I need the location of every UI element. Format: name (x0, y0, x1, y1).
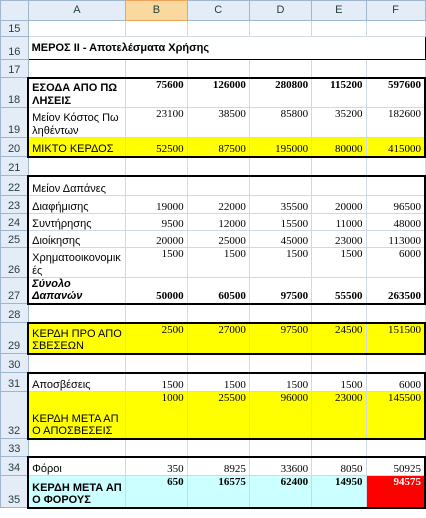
cell[interactable] (126, 176, 187, 196)
cell-value[interactable]: 25500 (187, 392, 249, 439)
cell-label[interactable]: Διοίκησης (28, 231, 126, 248)
row-header[interactable]: 33 (1, 439, 29, 457)
cell-label[interactable]: Συντήρησης (28, 214, 126, 231)
sheet-row (1, 304, 426, 323)
cell-value[interactable]: 280800 (249, 78, 311, 108)
sheet-row (1, 278, 426, 304)
cell-label[interactable]: ΚΕΡΔΗ ΠΡΟ ΑΠΟΣΒΕΣΕΩΝ (28, 323, 126, 354)
cell[interactable] (28, 354, 126, 373)
cell[interactable] (187, 21, 249, 37)
cell-value[interactable]: 8050 (312, 457, 366, 476)
cell-value[interactable]: 1500 (187, 248, 249, 278)
cell[interactable] (126, 354, 187, 373)
cell[interactable] (249, 176, 311, 196)
cell-value[interactable]: 16575 (187, 476, 249, 508)
cell[interactable] (312, 60, 366, 78)
cell-value[interactable]: 87500 (187, 138, 249, 157)
cell-value[interactable]: 1500 (249, 248, 311, 278)
cell-value[interactable]: 2500 (126, 323, 187, 354)
cell-value[interactable]: 27000 (187, 323, 249, 354)
row-header[interactable]: 25 (1, 231, 29, 248)
cell-value[interactable]: 23000 (312, 231, 366, 248)
cell-value[interactable]: 20000 (312, 196, 366, 214)
cell[interactable] (312, 304, 366, 323)
cell-value[interactable]: 25000 (187, 231, 249, 248)
row-header[interactable]: 15 (1, 21, 29, 37)
cell-value[interactable]: 151500 (366, 323, 425, 354)
cell-value[interactable]: 113000 (366, 231, 425, 248)
cell-value[interactable]: 45000 (249, 231, 311, 248)
cell-label[interactable]: Μείον Δαπάνες (28, 176, 126, 196)
cell-value[interactable]: 19000 (126, 196, 187, 214)
sheet-row (1, 248, 426, 278)
cell[interactable] (312, 176, 366, 196)
cell[interactable] (249, 354, 311, 373)
cell-value[interactable]: 182600 (366, 108, 425, 138)
column-header-a[interactable]: A (28, 1, 126, 21)
cell-value[interactable]: 1000 (126, 392, 187, 439)
cell-label[interactable]: ΚΕΡΔΗ ΜΕΤΑ ΑΠΟ ΦΟΡΟΥΣ (28, 476, 126, 508)
cell-label[interactable]: Αποσβέσεις (28, 373, 126, 392)
row-header[interactable]: 26 (1, 248, 29, 278)
sheet-row (1, 214, 426, 231)
sheet-row (1, 392, 426, 439)
cell[interactable] (312, 21, 366, 37)
sheet-row (1, 231, 426, 248)
cell[interactable] (187, 439, 249, 457)
cell-value[interactable]: 23100 (126, 108, 187, 138)
column-header-row (1, 1, 426, 21)
cell-value[interactable]: 96000 (249, 392, 311, 439)
column-header-d[interactable]: D (249, 1, 311, 21)
row-header[interactable]: 29 (1, 323, 29, 354)
sheet-row (1, 60, 426, 78)
cell-label[interactable]: ΜΙΚΤΟ ΚΕΡΔΟΣ (28, 138, 126, 157)
cell-label[interactable]: Χρηματοοικονομικές (28, 248, 126, 278)
cell[interactable] (28, 60, 126, 78)
select-all-corner[interactable] (1, 1, 29, 21)
cell-value[interactable]: 23000 (312, 392, 366, 439)
cell-value[interactable]: 35500 (249, 196, 311, 214)
sheet-row (1, 21, 426, 37)
cell-value[interactable]: 96500 (366, 196, 425, 214)
sheet-row (1, 78, 426, 108)
cell-value[interactable]: 15500 (249, 214, 311, 231)
cell[interactable] (312, 157, 366, 176)
cell-value[interactable]: 6000 (366, 248, 425, 278)
row-header[interactable]: 19 (1, 108, 29, 138)
column-header-c[interactable]: C (187, 1, 249, 21)
cell-value[interactable]: 33600 (249, 457, 311, 476)
cell-value[interactable]: 1500 (187, 373, 249, 392)
cell[interactable] (126, 304, 187, 323)
row-header[interactable]: 20 (1, 138, 29, 157)
cell-value[interactable]: 263500 (366, 278, 425, 304)
cell-value[interactable]: 48000 (366, 214, 425, 231)
cell[interactable] (249, 439, 311, 457)
cell[interactable] (28, 304, 126, 323)
cell[interactable] (366, 304, 425, 323)
cell-value[interactable]: 38500 (187, 108, 249, 138)
row-header[interactable]: 30 (1, 354, 29, 373)
cell[interactable] (126, 439, 187, 457)
cell-value[interactable]: 14950 (312, 476, 366, 508)
cell-value[interactable]: 62400 (249, 476, 311, 508)
column-header-b[interactable]: B (126, 1, 187, 21)
cell[interactable] (366, 176, 425, 196)
section-title-cell[interactable]: ΜΕΡΟΣ ΙΙ - Αποτελέσματα Χρήσης (28, 37, 425, 60)
cell-value-highlighted[interactable]: 94575 (366, 476, 425, 508)
sheet-row (1, 176, 426, 196)
cell[interactable] (366, 157, 425, 176)
cell-value[interactable]: 35200 (312, 108, 366, 138)
cell[interactable] (249, 60, 311, 78)
cell-label[interactable]: Μείον Κόστος Πωληθέντων (28, 108, 126, 138)
cell[interactable] (126, 60, 187, 78)
cell[interactable] (28, 439, 126, 457)
cell[interactable] (312, 354, 366, 373)
cell-value[interactable]: 195000 (249, 138, 311, 157)
cell-value[interactable]: 20000 (126, 231, 187, 248)
row-header[interactable]: 35 (1, 476, 29, 508)
cell-value[interactable]: 80000 (312, 138, 366, 157)
sheet-row (1, 138, 426, 157)
sheet-row (1, 354, 426, 373)
cell-value[interactable]: 50000 (126, 278, 187, 304)
cell[interactable] (187, 304, 249, 323)
row-header[interactable]: 27 (1, 278, 29, 304)
cell-value[interactable]: 97500 (249, 278, 311, 304)
cell[interactable] (187, 176, 249, 196)
cell-value[interactable]: 415000 (366, 138, 425, 157)
cell-value[interactable]: 50925 (366, 457, 425, 476)
cell-value[interactable]: 8925 (187, 457, 249, 476)
cell-value[interactable]: 1500 (126, 373, 187, 392)
cell[interactable] (312, 439, 366, 457)
column-header-e[interactable]: E (312, 1, 366, 21)
cell-value[interactable]: 11000 (312, 214, 366, 231)
cell-value[interactable]: 60500 (187, 278, 249, 304)
cell-label[interactable]: Διαφήμισης (28, 196, 126, 214)
cell[interactable] (187, 157, 249, 176)
sheet-row (1, 157, 426, 176)
cell-label[interactable]: ΕΣΟΔΑ ΑΠΟ ΠΩΛΗΣΕΙΣ (28, 78, 126, 108)
cell-value[interactable]: 55500 (312, 278, 366, 304)
cell-value[interactable]: 1500 (312, 248, 366, 278)
cell-value[interactable]: 12000 (187, 214, 249, 231)
cell-value[interactable]: 52500 (126, 138, 187, 157)
sheet-row (1, 196, 426, 214)
cell[interactable] (249, 21, 311, 37)
cell-label[interactable]: Σύνολο Δαπανών (28, 278, 126, 304)
cell-value[interactable]: 597600 (366, 78, 425, 108)
row-header[interactable]: 17 (1, 60, 29, 78)
sheet-row (1, 439, 426, 457)
cell[interactable] (126, 157, 187, 176)
cell-value[interactable]: 9500 (126, 214, 187, 231)
row-header[interactable]: 24 (1, 214, 29, 231)
column-header-f[interactable]: F (366, 1, 425, 21)
row-header[interactable]: 18 (1, 78, 29, 108)
row-header[interactable]: 28 (1, 304, 29, 323)
sheet-row (1, 323, 426, 354)
cell-value[interactable]: 75600 (126, 78, 187, 108)
cell[interactable] (126, 21, 187, 37)
cell-label[interactable]: Φόροι (28, 457, 126, 476)
cell[interactable] (366, 21, 425, 37)
cell-value[interactable]: 145500 (366, 392, 425, 439)
row-header[interactable]: 23 (1, 196, 29, 214)
sheet-row (1, 37, 426, 60)
cell-value[interactable]: 85800 (249, 108, 311, 138)
cell-value[interactable]: 115200 (312, 78, 366, 108)
sheet-row (1, 108, 426, 138)
cell-value[interactable]: 22000 (187, 196, 249, 214)
cell-value[interactable]: 350 (126, 457, 187, 476)
row-header[interactable]: 34 (1, 457, 29, 476)
cell-value[interactable]: 126000 (187, 78, 249, 108)
row-header[interactable]: 22 (1, 176, 29, 196)
cell[interactable] (28, 157, 126, 176)
row-header[interactable]: 16 (1, 37, 29, 60)
cell[interactable] (187, 354, 249, 373)
cell-value[interactable]: 650 (126, 476, 187, 508)
cell-value[interactable]: 1500 (126, 248, 187, 278)
row-header[interactable]: 21 (1, 157, 29, 176)
cell[interactable] (249, 304, 311, 323)
sheet-row (1, 476, 426, 508)
cell[interactable] (366, 60, 425, 78)
cell[interactable] (366, 354, 425, 373)
cell-value[interactable]: 24500 (312, 323, 366, 354)
cell-value[interactable]: 97500 (249, 323, 311, 354)
cell[interactable] (28, 21, 126, 37)
sheet-row (1, 373, 426, 392)
sheet-row (1, 457, 426, 476)
cell-value[interactable]: 1500 (312, 373, 366, 392)
cell[interactable] (366, 439, 425, 457)
cell[interactable] (249, 157, 311, 176)
cell-value[interactable]: 1500 (249, 373, 311, 392)
row-header[interactable]: 31 (1, 373, 29, 392)
cell-label[interactable]: ΚΕΡΔΗ ΜΕΤΑ ΑΠΟ ΑΠΟΣΒΕΣΕΙΣ (28, 392, 126, 439)
cell-value[interactable]: 6000 (366, 373, 425, 392)
cell[interactable] (187, 60, 249, 78)
row-header[interactable]: 32 (1, 392, 29, 439)
